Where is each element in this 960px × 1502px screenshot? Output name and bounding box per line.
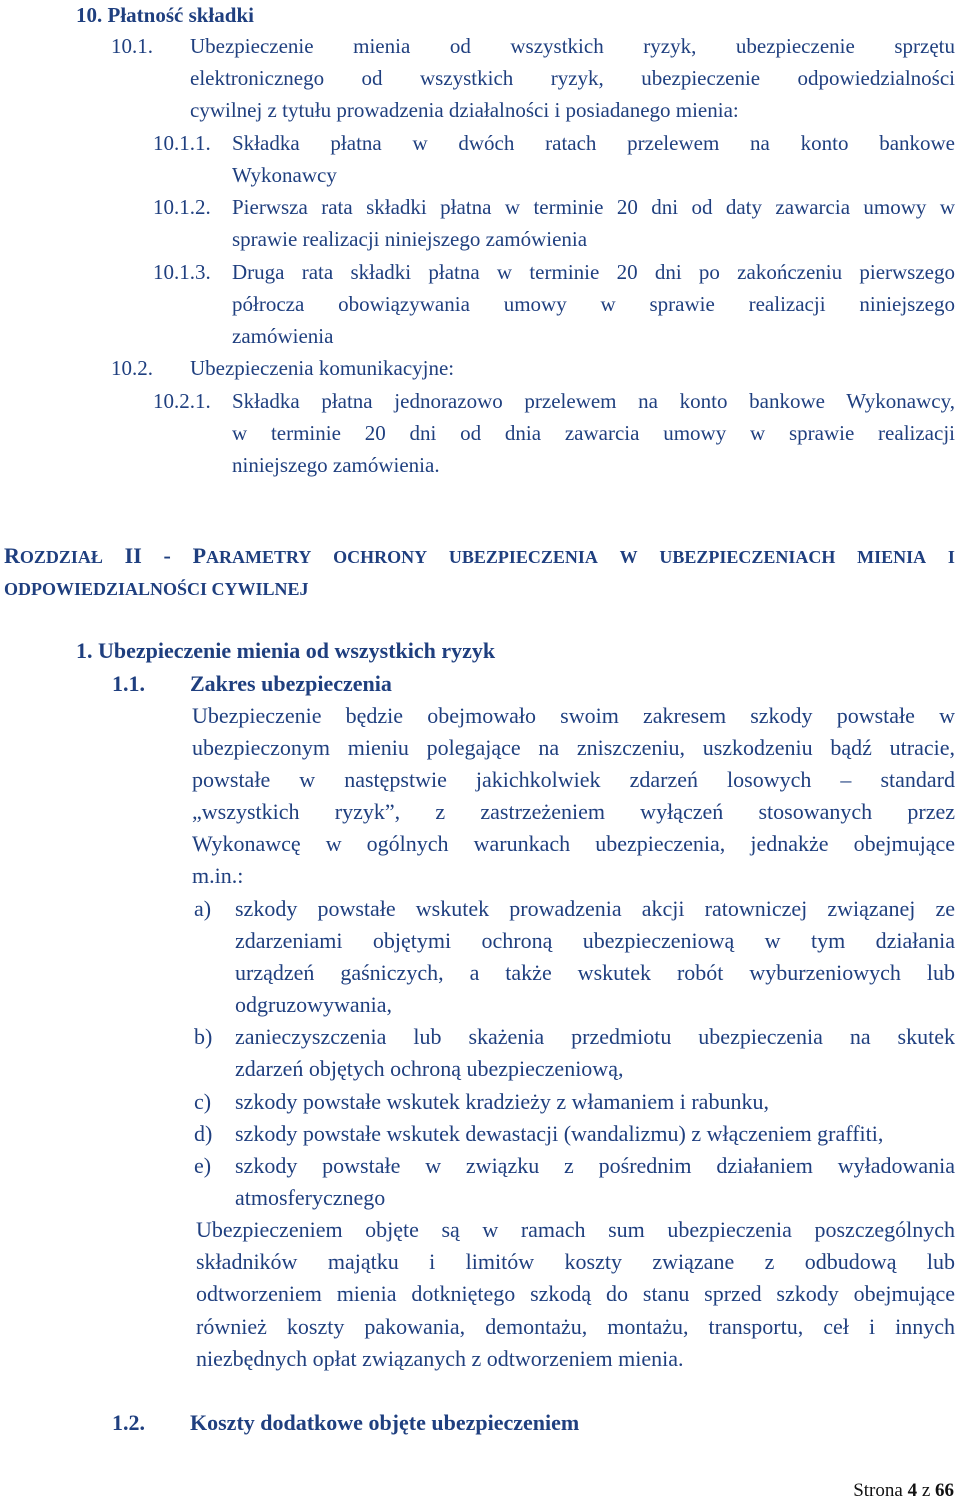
section-10-1-line-3: cywilnej z tytułu prowadzenia działalności i posiadanego mienia: <box>190 98 739 122</box>
outro-line: również koszty pakowania, demontażu, montażu, transportu, ceł i innych <box>196 1314 955 1339</box>
outro-line: niezbędnych opłat związanych z odtworzeniem mienia. <box>196 1346 684 1371</box>
section-10-2-1-line-1: Składka płatna jednorazowo przelewem na konto bankowe Wykonawcy, <box>232 389 955 413</box>
chapter-word: MIENIA <box>857 547 927 567</box>
chapter-word: I <box>947 547 955 567</box>
section-1-1-number: 1.1. <box>112 671 145 696</box>
chapter-word: ROZDZIAŁ <box>4 543 103 568</box>
list-item-label: d) <box>194 1121 213 1146</box>
chapter-word: W <box>619 547 638 567</box>
chapter-word: II <box>124 543 142 568</box>
section-1-2-number: 1.2. <box>112 1410 145 1435</box>
footer-mid: z <box>917 1480 935 1501</box>
footer-page-number: 4 <box>907 1480 918 1501</box>
chapter-word: UBEZPIECZENIACH <box>659 547 836 567</box>
list-item-label: c) <box>194 1089 212 1114</box>
section-10-title: 10. Płatność składki <box>76 3 254 27</box>
list-item-line: zdarzeń objętych ochroną ubezpieczeniową, <box>235 1056 624 1081</box>
section-10-1-3-line-2: półrocza obowiązywania umowy w sprawie realizacji niniejszego <box>232 292 955 316</box>
section-10-1-1-line-2: Wykonawcy <box>232 163 337 187</box>
section-10-2-number: 10.2. <box>111 356 153 380</box>
list-item-line: zanieczyszczenia lub skażenia przedmiotu ubezpieczenia na skutek <box>235 1024 955 1049</box>
intro-line: Wykonawcę w ogólnych warunkach ubezpieczenia, jednakże obejmujące <box>192 831 955 856</box>
section-1-title: 1. Ubezpieczenie mienia od wszystkich ryzyk <box>76 638 496 663</box>
section-10-2-1-number: 10.2.1. <box>153 389 211 413</box>
intro-line: powstałe w następstwie jakichkolwiek zdarzeń losowych – standard <box>192 767 955 792</box>
section-10-1-number: 10.1. <box>111 34 153 58</box>
list-item-line: szkody powstałe w związku z pośrednim działaniem wyładowania <box>235 1153 955 1178</box>
section-1-2-title: Koszty dodatkowe objęte ubezpieczeniem <box>190 1410 580 1435</box>
list-item-label: b) <box>194 1024 213 1049</box>
section-10-2-1-line-3: niniejszego zamówienia. <box>232 453 440 477</box>
list-item-line: odgruzowywania, <box>235 992 393 1017</box>
list-item-label: e) <box>194 1153 212 1178</box>
list-item-line: zdarzeniami objętymi ochroną ubezpieczeniową w tym działania <box>235 928 955 953</box>
section-10-1-2-line-2: sprawie realizacji niniejszego zamówienia <box>232 227 588 251</box>
intro-line: „wszystkich ryzyk”, z zastrzeżeniem wyłączeń stosowanych przez <box>192 799 955 824</box>
intro-line: Ubezpieczenie będzie obejmowało swoim zakresem szkody powstałe w <box>192 703 955 728</box>
intro-line: ubezpieczonym mieniu polegające na zniszczeniu, uszkodzeniu bądź utracie, <box>192 735 955 760</box>
section-10-1-2-number: 10.1.2. <box>153 195 211 219</box>
chapter-heading-line-1 <box>4 543 955 569</box>
section-10-1-1-line-1: Składka płatna w dwóch ratach przelewem na konto bankowe <box>232 131 955 155</box>
section-10-1-3-line-1: Druga rata składki płatna w terminie 20 dni po zakończeniu pierwszego <box>232 260 955 284</box>
section-10-1-3-number: 10.1.3. <box>153 260 211 284</box>
section-10-1-line-1: Ubezpieczenie mienia od wszystkich ryzyk, ubezpieczenie sprzętu <box>190 34 955 58</box>
section-10-1-2-line-1: Pierwsza rata składki płatna w terminie 20 dni od daty zawarcia umowy w <box>232 195 955 219</box>
list-item-line: atmosferycznego <box>235 1185 386 1210</box>
section-10-2-1-line-2: w terminie 20 dni od dnia zawarcia umowy w sprawie realizacji <box>232 421 955 445</box>
chapter-word: OCHRONY <box>333 547 428 567</box>
outro-line: składników majątku i limitów koszty związane z odbudową lub <box>196 1249 955 1274</box>
chapter-word: - <box>163 543 171 568</box>
section-1-1-title: Zakres ubezpieczenia <box>190 671 392 696</box>
list-item-line: szkody powstałe wskutek kradzieży z włamaniem i rabunku, <box>235 1089 769 1114</box>
chapter-word: UBEZPIECZENIA <box>448 547 598 567</box>
section-10-1-1-number: 10.1.1. <box>153 131 211 155</box>
list-item-line: szkody powstałe wskutek prowadzenia akcji ratowniczej związanej ze <box>235 896 955 921</box>
section-10-1-line-2: elektronicznego od wszystkich ryzyk, ubezpieczenie odpowiedzialności <box>190 66 955 90</box>
footer-prefix: Strona <box>853 1480 908 1501</box>
page-footer <box>853 1480 954 1502</box>
chapter-word: PARAMETRY <box>192 543 312 568</box>
section-10-1-3-line-3: zamówienia <box>232 324 334 348</box>
outro-line: odtworzeniem mienia dotkniętego szkodą do stanu sprzed szkody obejmujące <box>196 1281 955 1306</box>
list-item-line: urządzeń gaśniczych, a także wskutek robót wyburzeniowych lub <box>235 960 955 985</box>
list-item-line: szkody powstałe wskutek dewastacji (wandalizmu) z włączeniem graffiti, <box>235 1121 884 1146</box>
outro-line: Ubezpieczeniem objęte są w ramach sum ubezpieczenia poszczególnych <box>196 1217 955 1242</box>
chapter-heading-line-2: ODPOWIEDZIALNOŚCI CYWILNEJ <box>4 579 309 599</box>
section-10-2-text: Ubezpieczenia komunikacyjne: <box>190 356 455 380</box>
footer-total-pages: 66 <box>935 1480 954 1501</box>
intro-line: m.in.: <box>192 863 244 888</box>
list-item-label: a) <box>194 896 212 921</box>
